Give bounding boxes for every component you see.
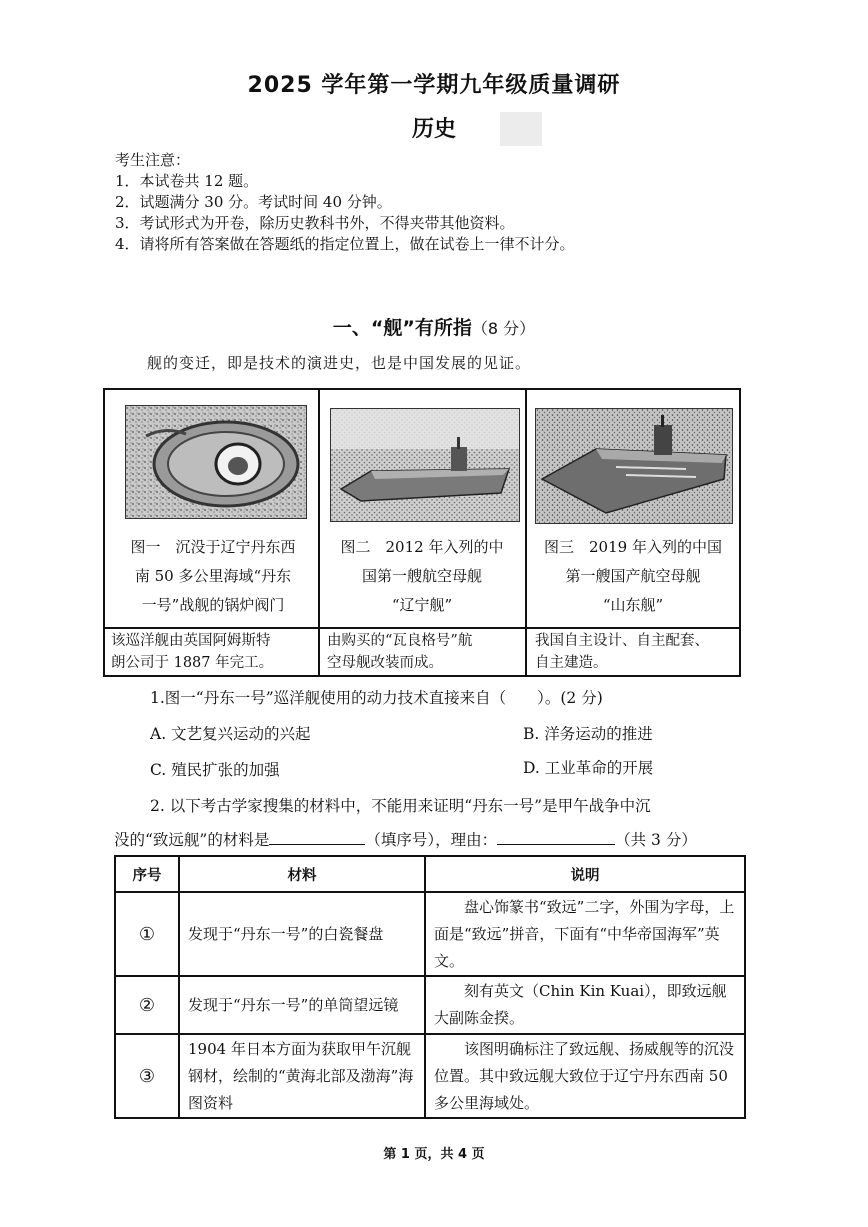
answer-blank-number[interactable] bbox=[269, 828, 365, 845]
figure-2-caption bbox=[319, 533, 525, 620]
question-2-text-a: 没的“致远舰”的材料是 bbox=[114, 831, 270, 849]
caption-line: 南 50 多公里海域“丹东 bbox=[134, 567, 292, 585]
figure-3-note bbox=[535, 630, 737, 674]
figure-3-caption bbox=[527, 533, 739, 620]
question-1-stem: 1.图一“丹东一号”巡洋舰使用的动力技术直接来自（ ）。(2 分) bbox=[150, 689, 603, 707]
figure-table bbox=[103, 388, 741, 677]
header-description: 说明 bbox=[425, 856, 745, 892]
row-material: 发现于“丹东一号”的单筒望远镜 bbox=[179, 976, 425, 1034]
section-score: （8 分） bbox=[471, 319, 536, 338]
figure-3-shandong-carrier-image bbox=[535, 408, 733, 524]
row-description: 刻有英文（Chin Kin Kuai），即致远舰大副陈金揆。 bbox=[425, 976, 745, 1034]
note-line: 自主建造。 bbox=[535, 655, 608, 671]
page-footer: 第 1 页，共 4 页 bbox=[383, 1147, 485, 1162]
caption-line: 图一 沉没于辽宁丹东西 bbox=[130, 538, 296, 556]
table-header-row bbox=[115, 856, 745, 892]
scan-smudge bbox=[500, 112, 542, 146]
candidate-notice bbox=[115, 150, 575, 255]
row-material: 1904 年日本方面为获取甲午沉舰钢材，绘制的“黄海北部及渤海”海图资料 bbox=[179, 1034, 425, 1118]
question-2-text-c: （共 3 分） bbox=[615, 831, 697, 849]
question-2-line-2 bbox=[114, 828, 697, 850]
figure-2-liaoning-carrier-image bbox=[330, 408, 520, 522]
section-title-text: 一、“舰”有所指 bbox=[332, 317, 472, 339]
row-material: 发现于“丹东一号”的白瓷餐盘 bbox=[179, 892, 425, 976]
row-number: ③ bbox=[115, 1034, 179, 1118]
note-line: 朗公司于 1887 年完工。 bbox=[111, 655, 274, 671]
notice-heading: 考生注意： bbox=[115, 151, 191, 169]
row-number: ② bbox=[115, 976, 179, 1034]
notice-item: 4．请将所有答案做在答题纸的指定位置上，做在试卷上一律不计分。 bbox=[115, 235, 575, 253]
row-number: ① bbox=[115, 892, 179, 976]
divider bbox=[105, 627, 739, 629]
materials-table bbox=[114, 855, 746, 1119]
notice-item: 3．考试形式为开卷，除历史教科书外，不得夹带其他资料。 bbox=[115, 214, 515, 232]
figure-2-note bbox=[327, 630, 523, 674]
caption-line: 图二 2012 年入列的中 bbox=[340, 538, 504, 556]
caption-line: 第一艘国产航空母舰 bbox=[565, 567, 701, 585]
caption-line: 图三 2019 年入列的中国 bbox=[544, 538, 722, 556]
row-description: 盘心饰篆书“致远”二字，外围为字母，上面是“致远”拼音，下面有“中华帝国海军”英文。 bbox=[425, 892, 745, 976]
table-row bbox=[115, 1034, 745, 1118]
table-row bbox=[115, 892, 745, 976]
header-number: 序号 bbox=[115, 856, 179, 892]
note-line: 该巡洋舰由英国阿姆斯特 bbox=[111, 633, 271, 649]
note-line: 我国自主设计、自主配套、 bbox=[535, 633, 709, 649]
section-intro: 舰的变迁，即是技术的演进史，也是中国发展的见证。 bbox=[147, 354, 532, 372]
figure-1-note bbox=[111, 630, 315, 674]
notice-item: 1．本试卷共 12 题。 bbox=[115, 172, 259, 190]
note-line: 空母舰改装而成。 bbox=[327, 655, 443, 671]
exam-subject: 历史 bbox=[411, 117, 456, 142]
caption-line: “山东舰” bbox=[602, 596, 664, 614]
question-2-line-1: 2. 以下考古学家搜集的材料中，不能用来证明“丹东一号”是甲午战争中沉 bbox=[150, 797, 651, 815]
table-row bbox=[115, 976, 745, 1034]
question-1-option-a: A. 文艺复兴运动的兴起 bbox=[150, 725, 311, 743]
question-2-text-b: （填序号），理由： bbox=[365, 831, 498, 849]
answer-blank-reason[interactable] bbox=[497, 828, 615, 845]
question-1-option-c: C. 殖民扩张的加强 bbox=[150, 761, 280, 779]
caption-line: 国第一艘航空母舰 bbox=[361, 567, 482, 585]
caption-line: 一号”战舰的锅炉阀门 bbox=[141, 596, 285, 614]
question-1-option-d: D. 工业革命的开展 bbox=[523, 759, 654, 777]
question-1-option-b: B. 洋务运动的推进 bbox=[523, 725, 653, 743]
notice-item: 2．试题满分 30 分。考试时间 40 分钟。 bbox=[115, 193, 392, 211]
caption-line: “辽宁舰” bbox=[391, 596, 453, 614]
figure-1-boiler-valve-image bbox=[125, 405, 307, 519]
header-material: 材料 bbox=[179, 856, 425, 892]
figure-1-caption bbox=[111, 533, 315, 620]
section-title bbox=[0, 313, 868, 340]
row-description: 该图明确标注了致远舰、扬威舰等的沉没位置。其中致远舰大致位于辽宁丹东西南 50 多公里海域处。 bbox=[425, 1034, 745, 1118]
note-line: 由购买的“瓦良格号”航 bbox=[327, 633, 473, 649]
exam-title: 2025 学年第一学期九年级质量调研 bbox=[247, 73, 621, 98]
